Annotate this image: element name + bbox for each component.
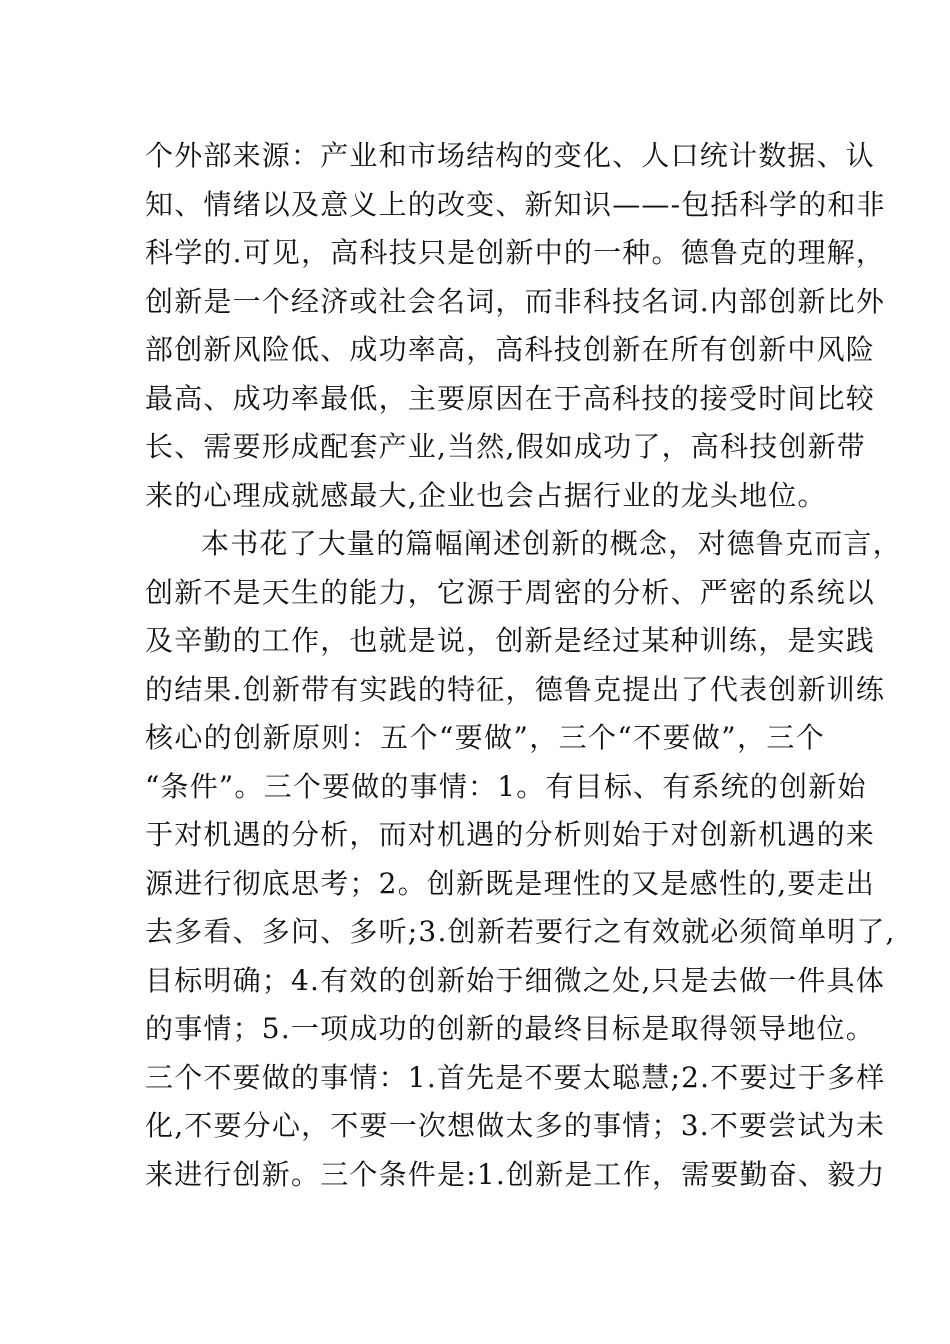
text-line: 源进行彻底思考；2。创新既是理性的又是感性的,要走出: [145, 866, 875, 900]
text-line: 最高、成功率最低，主要原因在于高科技的接受时间比较: [145, 381, 876, 415]
text-line: 科学的.可见，高科技只是创新中的一种。德鲁克的理解，: [145, 236, 886, 269]
text-line: 三个不要做的事情：1.首先是不要太聪慧;2.不要过于多样: [145, 1060, 886, 1094]
text-line: 个外部来源：产业和市场结构的变化、人口统计数据、认: [145, 139, 876, 172]
text-line: 去多看、多问、多听;3.创新若要行之有效就必须简单明了,: [145, 915, 896, 948]
text-line: “条件”。三个要做的事情：1。有目标、有系统的创新始: [145, 769, 867, 803]
text-line: 创新是一个经济或社会名词，而非科技名词.内部创新比外: [145, 284, 886, 318]
text-line: 化,不要分心，不要一次想做太多的事情；3.不要尝试为未: [145, 1109, 886, 1142]
text-line: 创新不是天生的能力，它源于周密的分析、严密的系统以: [145, 575, 876, 609]
text-line: 来进行创新。三个条件是:1.创新是工作，需要勤奋、毅力: [145, 1157, 886, 1191]
paragraph-first-line: 本书花了大量的篇幅阐述创新的概念，对德鲁克而言，: [201, 527, 902, 560]
text-line: 及辛勤的工作，也就是说，创新是经过某种训练，是实践: [145, 624, 876, 657]
text-line: 来的心理成就感最大,企业也会占据行业的龙头地位。: [145, 478, 827, 512]
text-line: 的事情；5.一项成功的创新的最终目标是取得领导地位。: [145, 1012, 875, 1045]
text-line: 目标明确；4.有效的创新始于细微之处,只是去做一件具体: [145, 963, 886, 997]
text-line: 部创新风险低、成功率高，高科技创新在所有创新中风险: [145, 333, 876, 366]
text-line: 的结果.创新带有实践的特征，德鲁克提出了代表创新训练: [145, 672, 886, 706]
text-line: 于对机遇的分析，而对机遇的分析则始于对创新机遇的来: [145, 818, 876, 851]
text-line: 长、需要形成配套产业,当然,假如成功了，高科技创新带: [145, 430, 867, 463]
body-text: [145, 132, 902, 1199]
text-line: 知、情绪以及意义上的改变、新知识——-包括科学的和非: [145, 187, 886, 221]
text-line: 核心的创新原则：五个“要做”，三个“不要做”，三个: [145, 721, 825, 754]
